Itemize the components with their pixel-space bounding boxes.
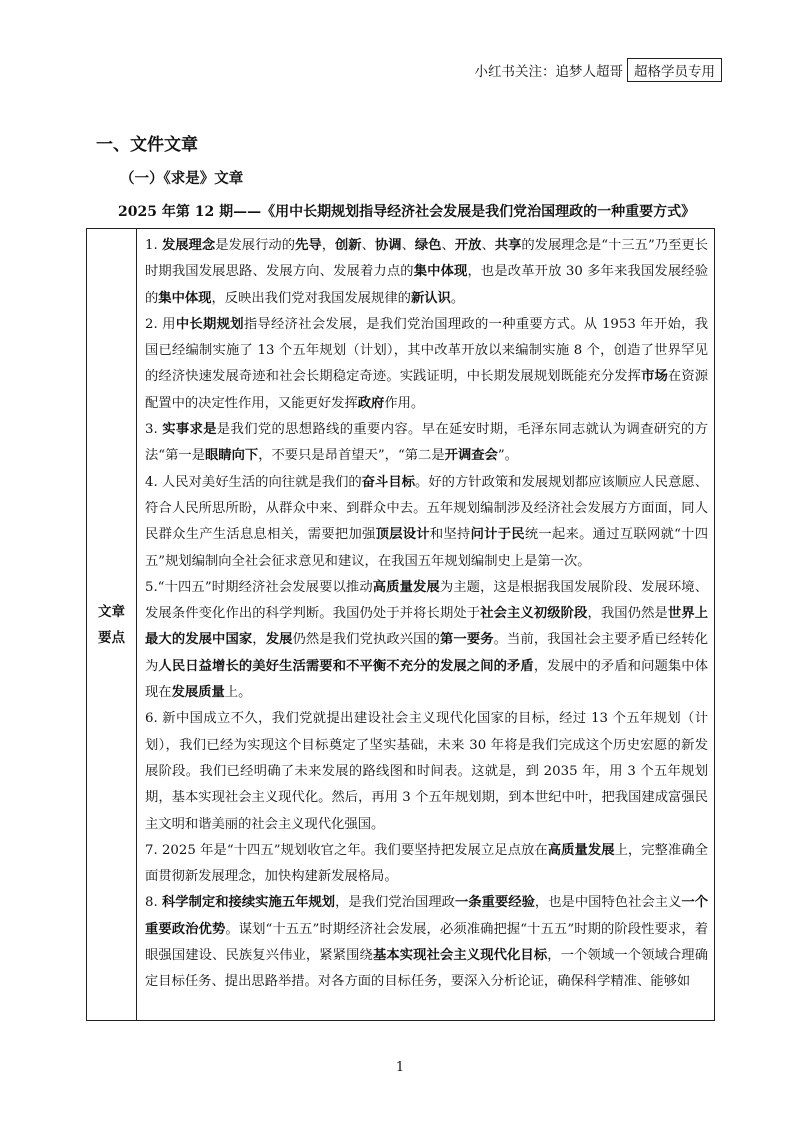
text-run: 、 (401, 238, 415, 253)
article-points-table (86, 228, 715, 1021)
text-run: 统一起来。通过互联网就“十四五”规划编制向全社会征求意见和建议，在我国五年规划编制史上是第一次。 (145, 527, 709, 569)
bold-text: 发展 (265, 632, 293, 648)
bold-text: 协调 (374, 238, 402, 253)
table-row (87, 229, 715, 1021)
page-header (475, 58, 723, 82)
text-run: 仍然是我们党执政兴国的 (292, 632, 440, 648)
bold-text: 问计于民 (470, 527, 525, 543)
bold-text: 共享 (494, 238, 522, 253)
text-run: 、 (361, 238, 375, 253)
text-run: 的发展理念是“十三五”乃至更长时期我国发展思路、发展方向、发展着力点的 (145, 238, 709, 280)
point-paragraph (145, 706, 708, 837)
text-run: ，也是中国特色社会主义 (534, 895, 682, 911)
text-run: ，不要只是昂首望天”，“第二是 (258, 448, 445, 464)
bold-text: 世界上最大的发展中国家 (145, 606, 709, 648)
bold-text: 先导 (295, 238, 322, 253)
point-paragraph (145, 575, 708, 706)
bold-text: 一条重要经验 (454, 895, 535, 911)
bold-text: 集中体现 (413, 264, 468, 280)
bold-text: 中长期规划 (175, 316, 244, 332)
text-run: 为主题，这是根据我国发展阶段、发展环境、发展条件变化作出的科学判断。我国仍处于并将长期处于 (145, 579, 709, 622)
text-run: 1. (145, 238, 162, 253)
row-label-cell (87, 229, 137, 1021)
text-run: 。谋划“十五五”时期经济社会发展，必须准确把握“十五五”时期的阶段性要求，着眼强国建设、民族复兴伟业，紧紧围绕 (145, 921, 709, 964)
bold-text: 奋斗目标 (361, 474, 416, 490)
text-run: 作用。 (384, 395, 425, 411)
bold-text: 科学制定和接续实施五年规划 (161, 895, 336, 911)
bold-text: 社会主义初级阶段 (480, 606, 588, 622)
row-label-line2: 要点 (98, 629, 125, 646)
bold-text: 绿色 (414, 238, 442, 253)
text-run: 7. 2025 年是“十四五”规划收官之年。我们要坚持把发展立足点放在 (145, 842, 548, 858)
text-run: 和坚持 (429, 527, 471, 543)
point-paragraph (145, 233, 708, 312)
text-run: ， (252, 632, 266, 648)
text-run: 3. (145, 422, 163, 438)
point-paragraph (145, 838, 708, 891)
bold-text: 眼睛向下 (205, 448, 259, 464)
text-run: ”。 (497, 448, 518, 464)
bold-text: 新认识 (410, 290, 451, 306)
text-run: 在资源配置中的决定性作用，又能更好发挥 (145, 369, 709, 411)
bold-text: 集中体现 (158, 290, 212, 306)
bold-text: 一个重要政治优势 (145, 895, 709, 937)
points-content-cell (137, 229, 715, 1021)
text-run: 、 (441, 238, 455, 253)
point-paragraph (145, 417, 708, 470)
text-run: 上。 (224, 685, 252, 701)
text-run: 5.“十四五”时期经济社会发展要以推动 (145, 579, 373, 595)
text-run: 。好的方针政策和发展规划都应该顺应人民意愿、符合人民所思所盼，从群众中来、到群众中去。五年规划编制涉及经济社会发展方方面面，同人民群众生产生活息息相关，需要把加强 (145, 474, 709, 543)
bold-text: 开放 (454, 238, 482, 253)
bold-text: 创新 (335, 238, 362, 253)
bold-text: 实事求是 (162, 422, 217, 438)
text-run: 8. (145, 895, 162, 911)
text-run: 。 (450, 290, 465, 306)
text-run: 4. 人民对美好生活的向往就是我们的 (145, 474, 362, 490)
bold-text: 顶层设计 (375, 527, 430, 543)
text-run: 、 (481, 238, 495, 253)
header-tag-box: 超格学员专用 (627, 58, 722, 82)
bold-text: 开调查会 (444, 448, 498, 464)
issue-title: 2025 年第 12 期——《用中长期规划指导经济社会发展是我们党治国理政的一种重要方式》 (118, 204, 696, 220)
text-run: ， (321, 238, 335, 253)
header-text: 小红书关注：追梦人超哥 (474, 64, 623, 80)
text-run: ，反映出我们党对我国发展规律的 (211, 290, 411, 306)
row-label-line1: 文章 (98, 603, 125, 620)
text-run: 6. 新中国成立不久，我们党就提出建设社会主义现代化国家的目标，经过 13 个五年规划（计划），我们已经为实现这个目标奠定了坚实基础，未来 30 年将是我们完成这个历史宏愿的新发展阶段。我们已经明确了未来发展的路线图和时间表。这就是，到 2035 年，用 3 个五年规划期，基本实现社会主义现代化。然后，再用 3 个五年规划期，到本世纪中叶，把我国建成富强民主文明和谐美丽的社会主义现代化强国。 (145, 711, 708, 832)
bold-text: 市场 (641, 369, 668, 385)
bold-text: 政府 (357, 395, 385, 411)
subsection-heading: （一）《求是》文章 (120, 170, 244, 187)
text-run: ，我国仍然是 (587, 606, 668, 622)
text-run: 上，完整准确全面贯彻新发展理念，加快构建新发展格局。 (145, 842, 709, 885)
text-run: ，一个领域一个领域合理确定目标任务、提出思路举措。对各方面的目标任务，要深入分析论证，确保科学精准、能够如 (145, 948, 709, 990)
bold-text: 高质量发展 (547, 842, 615, 858)
text-run: 是发展行动的 (215, 238, 296, 253)
point-paragraph (145, 470, 708, 575)
bold-text: 高质量发展 (372, 579, 440, 595)
bold-text: 人民日益增长的美好生活需要和不平衡不充分的发展之间的矛盾 (158, 658, 534, 674)
text-run: 。当前，我国社会主要矛盾已经转化为 (145, 632, 709, 674)
bold-text: 第一要务 (440, 632, 494, 648)
section-heading: 一、文件文章 (96, 135, 198, 155)
text-run: ，发展中的矛盾和问题集中体现在 (145, 658, 709, 701)
text-run: 2. 用 (145, 316, 176, 332)
text-run: ，是我们党治国理政 (335, 895, 455, 911)
bold-text: 发展理念 (161, 238, 216, 253)
point-paragraph (145, 312, 708, 417)
bold-text: 发展质量 (171, 685, 225, 701)
point-paragraph (145, 890, 708, 995)
bold-text: 基本实现社会主义现代化目标 (372, 948, 548, 964)
page-number: 1 (395, 1060, 405, 1075)
text-run: 指导经济社会发展，是我们党治国理政的一种重要方式。从 1953 年开始，我国已经编制实施了 13 个五年规划（计划），其中改革开放以来编制实施 8 个，创造了世界罕见的经济快速发展奇迹和社会长期稳定奇迹。实践证明，中长期发展规划既能充分发挥 (145, 316, 709, 385)
text-run: ，也是改革开放 30 多年来我国发展经验的 (145, 264, 709, 306)
text-run: 是我们党的思想路线的重要内容。早在延安时期，毛泽东同志就认为调查研究的方法“第一是 (145, 422, 709, 464)
